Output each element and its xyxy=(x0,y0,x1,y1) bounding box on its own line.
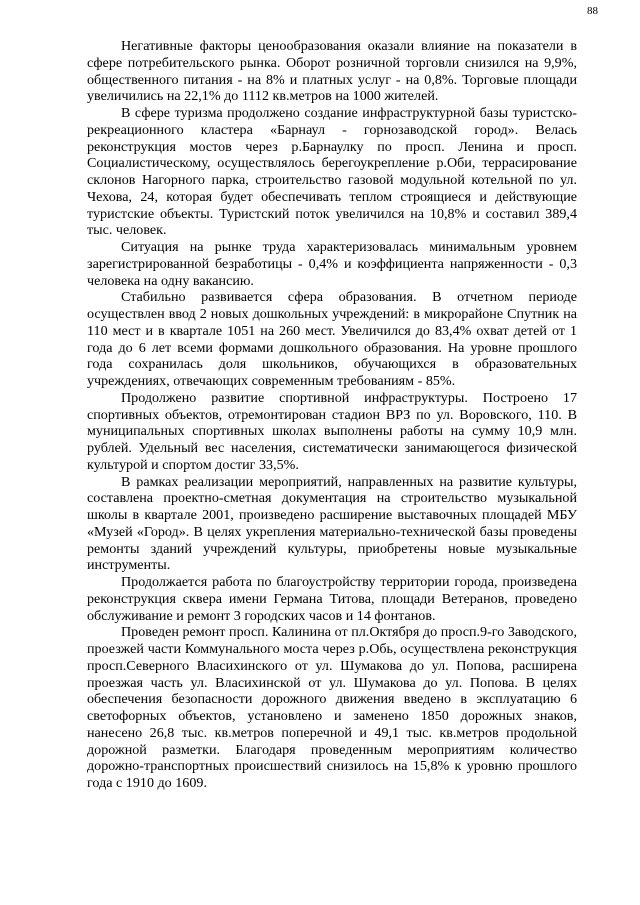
paragraph-labor-market: Ситуация на рынке труда характеризовалась минимальным уровнем зарегистрированной безработицы - 0,4% и коэффициента напряженности - 0,3 человека на одну вакансию. xyxy=(87,239,577,289)
document-body xyxy=(87,38,577,792)
paragraph-sports: Продолжено развитие спортивной инфраструктуры. Построено 17 спортивных объектов, отремонтирован стадион ВРЗ по ул. Воровского, 110. В муниципальных спортивных школах выполнены работы на сумму 10,9 млн. рублей. Удельный вес населения, систематически занимающегося физической культурой и спортом достиг 33,5%. xyxy=(87,389,577,473)
page-number: 88 xyxy=(587,5,598,17)
paragraph-tourism: В сфере туризма продолжено создание инфраструктурной базы туристско-рекреационного кластера «Барнаул - горнозаводской город». Велась реконструкция мостов через р.Барнаулку по просп. Ленина и просп. Социалистическому, осуществлялось берегоукрепление р.Оби, террасирование склонов Нагорного парка, строительство газовой модульной котельной по ул. Чехова, 24, которая будет обеспечивать теплом строящиеся и действующие туристские объекты. Туристский поток увеличился на 10,8% и составил 389,4 тыс. человек. xyxy=(87,105,577,239)
paragraph-culture: В рамках реализации мероприятий, направленных на развитие культуры, составлена проектно-сметная документация на строительство музыкальной школы в квартале 2001, произведено расширение выставочных площадей МБУ «Музей «Город». В целях укрепления материально-технической базы проведены ремонты зданий учреждений культуры, приобретены новые музыкальные инструменты. xyxy=(87,473,577,574)
paragraph-roads: Проведен ремонт просп. Калинина от пл.Октября до просп.9-го Заводского, проезжей части Коммунального моста через р.Обь, осуществлена реконструкция просп.Северного Власихинского от ул. Шумакова до ул. Попова, расширена проезжая часть ул. Власихинской от ул. Шумакова до ул. Попова. В целях обеспечения безопасности дорожного движения введено в эксплуатацию 6 светофорных объектов, установлено и заменено 1850 дорожных знаков, нанесено 26,8 тыс. кв.метров поперечной и 49,1 тыс. кв.метров продольной дорожной разметки. Благодаря проведенным мероприятиям количество дорожно-транспортных происшествий снизилось на 15,8% к уровню прошлого года с 1910 до 1609. xyxy=(87,624,577,791)
paragraph-education: Стабильно развивается сфера образования. В отчетном периоде осуществлен ввод 2 новых дошкольных учреждений: в микрорайоне Спутник на 110 мест и в квартале 1051 на 260 мест. Увеличился до 83,4% охват детей от 1 года до 6 лет всеми формами дошкольного образования. На уровне прошлого года сохранилась доля школьников, обучающихся в образовательных учреждениях, отвечающих современным требованиям - 85%. xyxy=(87,289,577,389)
paragraph-landscaping: Продолжается работа по благоустройству территории города, произведена реконструкция сквера имени Германа Титова, площади Ветеранов, проведено обслуживание и ремонт 3 городских часов и 14 фонтанов. xyxy=(87,574,577,624)
paragraph-consumer-market: Негативные факторы ценообразования оказали влияние на показатели в сфере потребительского рынка. Оборот розничной торговли снизился на 9,9%, общественного питания - на 8% и платных услуг - на 0,8%. Торговые площади увеличились на 22,1% до 1112 кв.метров на 1000 жителей. xyxy=(87,38,577,105)
